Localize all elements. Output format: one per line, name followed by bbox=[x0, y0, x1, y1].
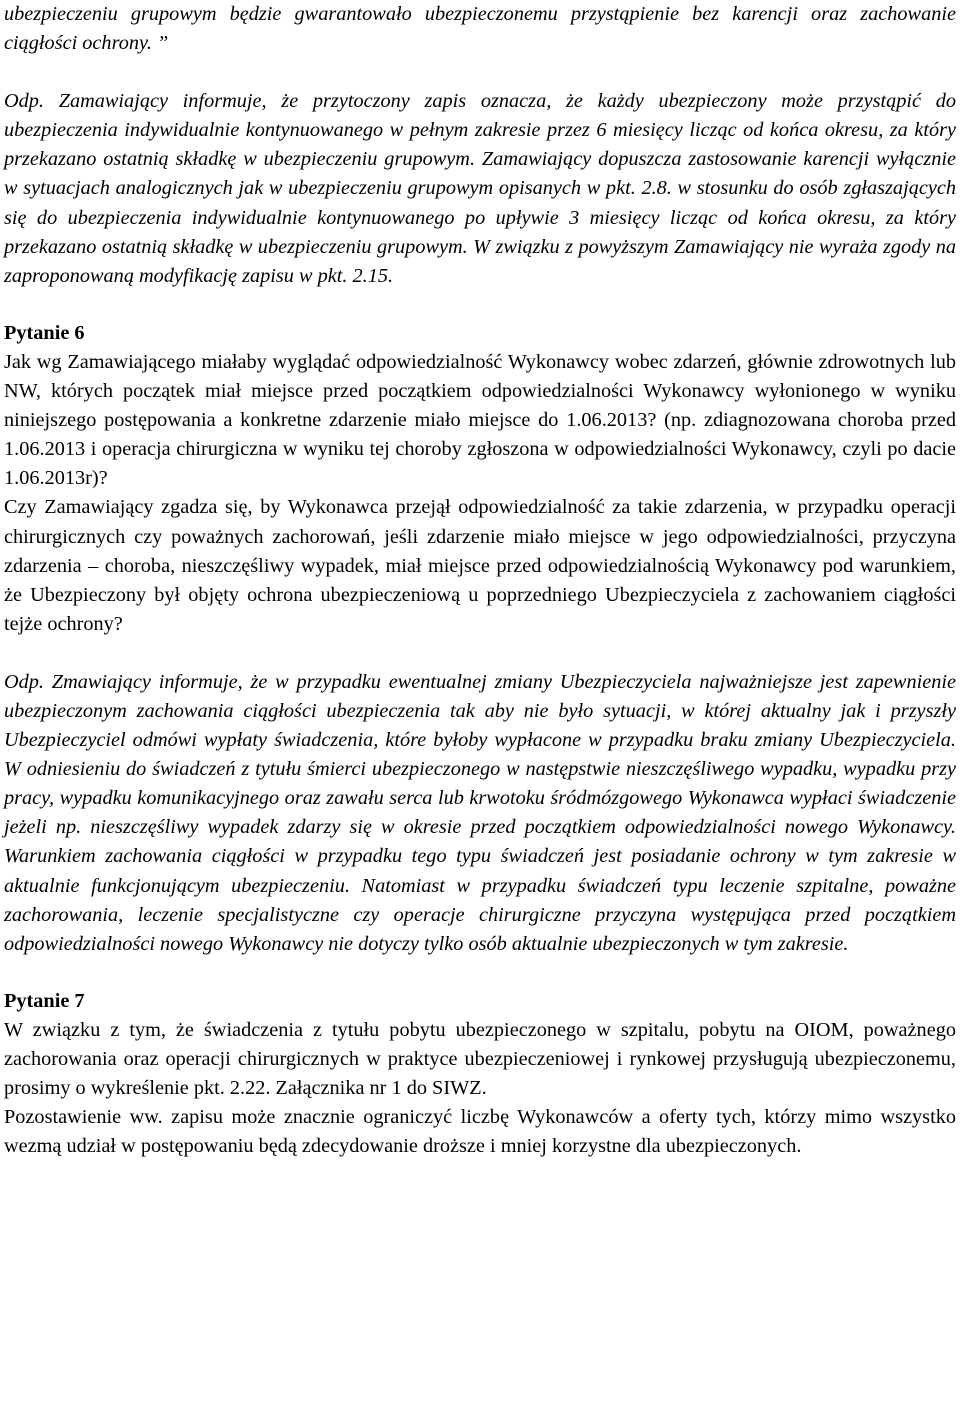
question-6-paragraph-2: Czy Zamawiający zgadza się, by Wykonawca przejął odpowiedzialność za takie zdarzenia, w przypadku operacji chirurgicznych czy poważnych zachorowań, jeśli zdarzenie miało miejsce w jego odpowiedzialności, przyczyna zdarzenia – choroba, nieszczęśliwy wypadek, miał miejsce przed odpowiedzialnością Wykonawcy pod warunkiem, że Ubezpieczony był objęty ochrona ubezpieczeniową u poprzedniego Ubezpieczyciela z zachowaniem ciągłości tejże ochrony? bbox=[4, 496, 956, 635]
answer-5-tail: ubezpieczeniu grupowym będzie gwarantowało ubezpieczonemu przystąpienie bez karencji oraz zachowanie ciągłości ochrony. ” bbox=[4, 3, 956, 55]
question-7-paragraph-2: Pozostawienie ww. zapisu może znacznie ograniczyć liczbę Wykonawców a oferty tych, którzy mimo wszystko wezmą udział w postępowaniu będą zdecydowanie droższe i mniej korzystne dla ubezpieczonych. bbox=[4, 1106, 956, 1158]
question-7-paragraph-1: W związku z tym, że świadczenia z tytułu pobytu ubezpieczonego w szpitalu, pobytu na OIOM, poważnego zachorowania oraz operacji chirurgicznych w praktyce ubezpieczeniowej i rynkowej przysługują ubezpieczonemu, prosimy o wykreślenie pkt. 2.22. Załącznika nr 1 do SIWZ. bbox=[4, 1018, 956, 1100]
spacer bbox=[4, 639, 956, 668]
spacer bbox=[4, 58, 956, 87]
spacer bbox=[4, 959, 956, 988]
question-6-heading: Pytanie 6 bbox=[4, 321, 85, 344]
answer-5: Odp. Zamawiający informuje, że przytoczony zapis oznacza, że każdy ubezpieczony może przystąpić do ubezpieczenia indywidualnie kontynuowanego w pełnym zakresie przez 6 miesięcy licząc od końca okresu, za który przekazano ostatnią składkę w ubezpieczeniu grupowym. Zamawiający dopuszcza zastosowanie karencji wyłącznie w sytuacjach analogicznych jak w ubezpieczeniu grupowym opisanych w pkt. 2.8. w stosunku do osób zgłaszających się do ubezpieczenia indywidualnie kontynuowanego po upływie 3 miesięcy licząc od końca okresu, za który przekazano ostatnią składkę w ubezpieczeniu grupowym. W związku z powyższym Zamawiający nie wyraża zgody na zaproponowaną modyfikację zapisu w pkt. 2.15. bbox=[4, 90, 956, 287]
question-6-paragraph-1: Jak wg Zamawiającego miałaby wyglądać odpowiedzialność Wykonawcy wobec zdarzeń, głównie zdrowotnych lub NW, których początek miał miejsce przed początkiem odpowiedzialności Wykonawcy wyłonionego w wyniku niniejszego postępowania a konkretne zdarzenie miało miejsce do 1.06.2013? (np. zdiagnozowana choroba przed 1.06.2013 i operacja chirurgiczna w wyniku tej choroby zgłoszona w odpowiedzialności Wykonawcy, czyli po dacie 1.06.2013r)? bbox=[4, 350, 956, 490]
question-7-heading: Pytanie 7 bbox=[4, 989, 85, 1012]
answer-6: Odp. Zmawiający informuje, że w przypadku ewentualnej zmiany Ubezpieczyciela najważniejsze jest zapewnienie ubezpieczonym zachowania ciągłości ubezpieczenia tak aby nie było sytuacji, w której aktualny jak i przyszły Ubezpieczyciel odmówi wypłaty świadczenia, które byłoby wypłacone w przypadku braku zmiany Ubezpieczyciela. W odniesieniu do świadczeń z tytułu śmierci ubezpieczonego w następstwie nieszczęśliwego wypadku, wypadku przy pracy, wypadku komunikacyjnego oraz zawału serca lub krwotoku śródmózgowego Wykonawca wypłaci świadczenie jeżeli np. nieszczęśliwy wypadek zdarzy się w okresie przed początkiem odpowiedzialności nowego Wykonawcy. Warunkiem zachowania ciągłości w przypadku tego typu świadczeń jest posiadanie ochrony w tym zakresie w aktualnie funkcjonującym ubezpieczeniu. Natomiast w przypadku świadczeń typu leczenie szpitalne, poważne zachorowania, leczenie specjalistyczne czy operacje chirurgiczne przyczyna występująca przed początkiem odpowiedzialności nowego Wykonawcy nie dotyczy tylko osób aktualnie ubezpieczonych w tym zakresie. bbox=[4, 670, 956, 955]
spacer bbox=[4, 291, 956, 320]
